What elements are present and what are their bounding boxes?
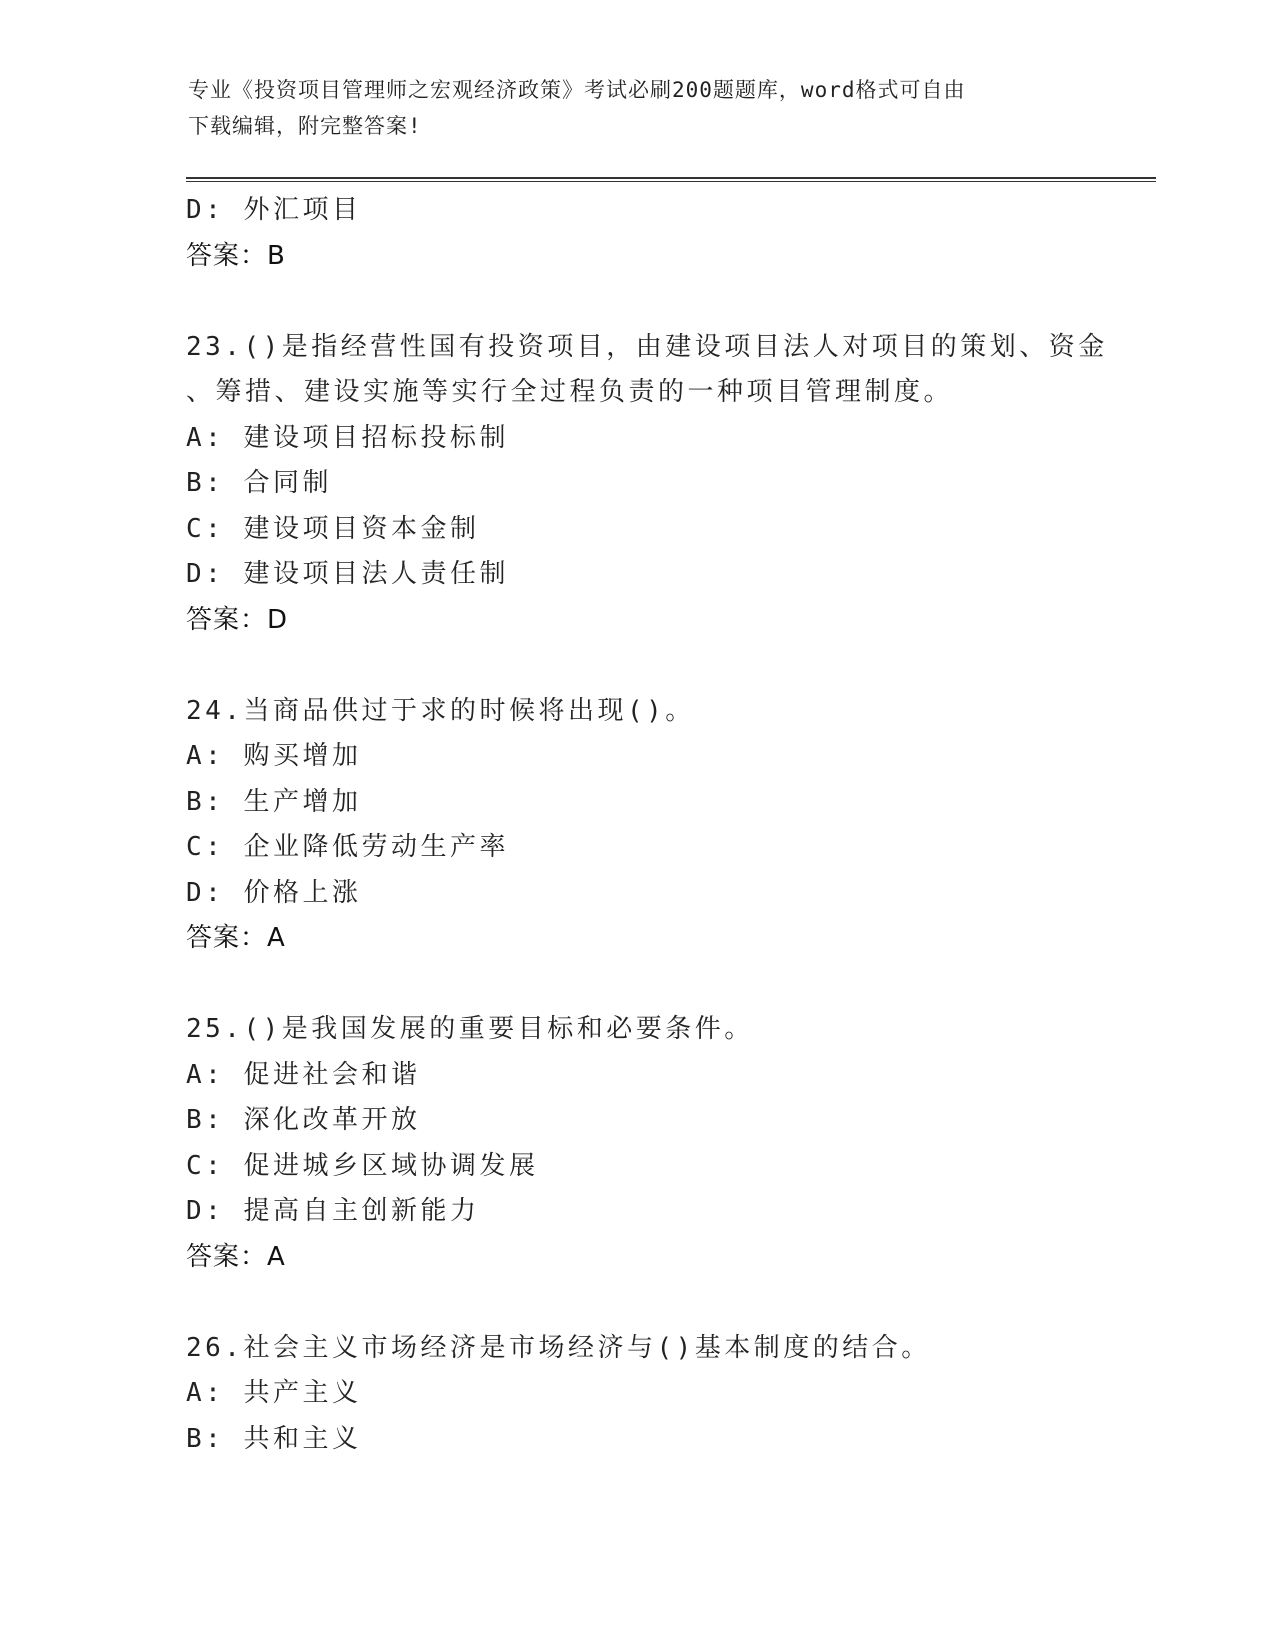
answer-line: 答案：B <box>186 240 286 271</box>
option-d: D: 价格上涨 <box>186 877 362 908</box>
question-26 <box>186 1326 1086 1463</box>
question-22-tail <box>186 188 1086 279</box>
question-stem: 23.()是指经营性国有投资项目，由建设项目法人对项目的策划、资金 <box>186 331 1108 362</box>
option-d: D: 外汇项目 <box>186 195 362 225</box>
option-a: A: 建设项目招标投标制 <box>186 422 509 453</box>
header-divider <box>186 177 1156 182</box>
option-d: D: 提高自主创新能力 <box>186 1196 480 1226</box>
answer-line: 答案：A <box>186 923 286 953</box>
question-23 <box>186 325 1108 644</box>
option-a: A: 共产主义 <box>186 1378 362 1408</box>
question-stem: 26.社会主义市场经济是市场经济与()基本制度的结合。 <box>186 1332 931 1363</box>
header-line-1: 专业《投资项目管理师之宏观经济政策》考试必刷200题题库，word格式可自由 <box>188 78 966 102</box>
question-stem-continued: 、筹措、建设实施等实行全过程负责的一种项目管理制度。 <box>186 377 954 407</box>
spacer <box>186 962 1086 1008</box>
spacer <box>186 643 1086 689</box>
answer-line: 答案：D <box>186 604 289 635</box>
option-b: B: 生产增加 <box>186 786 362 817</box>
question-24 <box>186 689 1086 962</box>
question-25 <box>186 1007 1086 1280</box>
option-b: B: 深化改革开放 <box>186 1105 421 1135</box>
option-a: A: 促进社会和谐 <box>186 1059 421 1090</box>
option-d: D: 建设项目法人责任制 <box>186 559 509 589</box>
question-stem: 24.当商品供过于求的时候将出现()。 <box>186 695 695 726</box>
document-header <box>188 72 1088 144</box>
answer-line: 答案：A <box>186 1241 286 1272</box>
spacer <box>186 1280 1086 1326</box>
header-line-2: 下载编辑，附完整答案! <box>188 114 422 138</box>
option-c: C: 建设项目资本金制 <box>186 513 480 544</box>
option-c: C: 促进城乡区域协调发展 <box>186 1150 539 1181</box>
question-stem: 25.()是我国发展的重要目标和必要条件。 <box>186 1014 754 1044</box>
question-list <box>186 188 1108 1462</box>
spacer <box>186 279 1086 325</box>
option-b: B: 共和主义 <box>186 1423 362 1454</box>
option-c: C: 企业降低劳动生产率 <box>186 832 509 862</box>
option-b: B: 合同制 <box>186 468 332 498</box>
option-a: A: 购买增加 <box>186 741 362 771</box>
